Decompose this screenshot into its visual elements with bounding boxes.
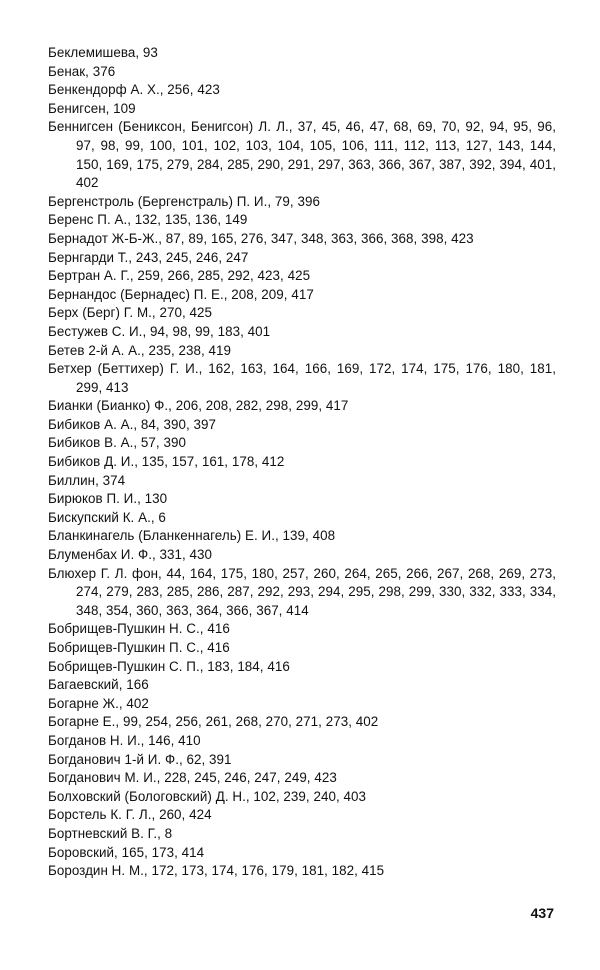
index-entry: Бискупский К. А., 6 xyxy=(48,509,166,525)
index-entry: Блюхер Г. Л. фон, 44, 164, 175, 180, 257, 260, 264, 265, 266, 267, 268, 269, 273, 274, 279, 283, 285, 286, 287, 292, 293, 294, 295, 298, 299, 330, 332, 333, 334, 348, 354, 360, 363, 364, 366, 367, 414 xyxy=(48,565,556,618)
index-entry: Боровский, 165, 173, 414 xyxy=(48,844,205,860)
index-entry: Багаевский, 166 xyxy=(48,677,149,693)
index-entry: Беренс П. А., 132, 135, 136, 149 xyxy=(48,212,248,228)
index-entry: Бланкинагель (Бланкеннагель) Е. И., 139, 408 xyxy=(48,528,336,544)
index-entry: Бортневский В. Г., 8 xyxy=(48,825,173,841)
index-entry: Берх (Берг) Г. М., 270, 425 xyxy=(48,305,212,321)
index-entry: Бибиков В. А., 57, 390 xyxy=(48,435,186,451)
index-entry: Бернадот Ж-Б-Ж., 87, 89, 165, 276, 347, 348, 363, 366, 368, 398, 423 xyxy=(48,230,474,246)
index-entry: Бороздин Н. М., 172, 173, 174, 176, 179, 181, 182, 415 xyxy=(48,863,385,879)
index-entry: Богданов Н. И., 146, 410 xyxy=(48,732,201,748)
index-entry: Бенкендорф А. Х., 256, 423 xyxy=(48,82,220,98)
index-entry: Бетхер (Беттихер) Г. И., 162, 163, 164, 166, 169, 172, 174, 175, 176, 180, 181, 299, 413 xyxy=(48,361,556,395)
index-entry: Бирюков П. И., 130 xyxy=(48,491,168,507)
index-entry: Бенигсен, 109 xyxy=(48,100,136,116)
index-entry: Беннигсен (Бениксон, Бенигсон) Л. Л., 37, 45, 46, 47, 68, 69, 70, 92, 94, 95, 96, 97, 98, 99, 100, 101, 102, 103, 104, 105, 106, 111, 112, 113, 127, 143, 144, 150, 169, 175, 279, 284, 285, 290, 291, 297, 363, 366, 367, 387, 392, 394, 401, 402 xyxy=(48,119,556,191)
index-entry: Бобрищев-Пушкин С. П., 183, 184, 416 xyxy=(48,658,290,674)
index-entry: Блуменбах И. Ф., 331, 430 xyxy=(48,547,213,563)
index-entry: Богданович М. И., 228, 245, 246, 247, 249, 423 xyxy=(48,770,337,786)
index-entry: Бибиков А. А., 84, 390, 397 xyxy=(48,416,216,432)
index-entry: Бетев 2-й А. А., 235, 238, 419 xyxy=(48,342,232,358)
index-entry: Бенак, 376 xyxy=(48,63,116,79)
index-entry: Бернгарди Т., 243, 245, 246, 247 xyxy=(48,249,249,265)
index-entry: Борстель К. Г. Л., 260, 424 xyxy=(48,807,212,823)
page-number: 437 xyxy=(530,905,554,921)
index-entry: Богданович 1-й И. Ф., 62, 391 xyxy=(48,751,232,767)
index-entry: Богарне Ж., 402 xyxy=(48,695,149,711)
index-entry: Бибиков Д. И., 135, 157, 161, 178, 412 xyxy=(48,454,285,470)
index-entry: Бианки (Бианко) Ф., 206, 208, 282, 298, 299, 417 xyxy=(48,398,349,414)
index-entry: Бобрищев-Пушкин Н. С., 416 xyxy=(48,621,230,637)
index-entry: Беклемишева, 93 xyxy=(48,45,158,60)
index-entry: Богарне Е., 99, 254, 256, 261, 268, 270, 271, 273, 402 xyxy=(48,714,379,730)
index-entry: Бобрищев-Пушкин П. С., 416 xyxy=(48,640,230,655)
index-entry: Бернандос (Бернадес) П. Е., 208, 209, 417 xyxy=(48,286,314,302)
index-entry: Болховский (Бологовский) Д. Н., 102, 239, 240, 403 xyxy=(48,788,366,804)
index-entry: Бестужев С. И., 94, 98, 99, 183, 401 xyxy=(48,323,271,339)
index-entry: Бергенстроль (Бергенстраль) П. И., 79, 396 xyxy=(48,193,320,209)
index-entry: Бертран А. Г., 259, 266, 285, 292, 423, 425 xyxy=(48,268,311,284)
index-list xyxy=(48,44,556,881)
index-entry: Биллин, 374 xyxy=(48,472,126,488)
